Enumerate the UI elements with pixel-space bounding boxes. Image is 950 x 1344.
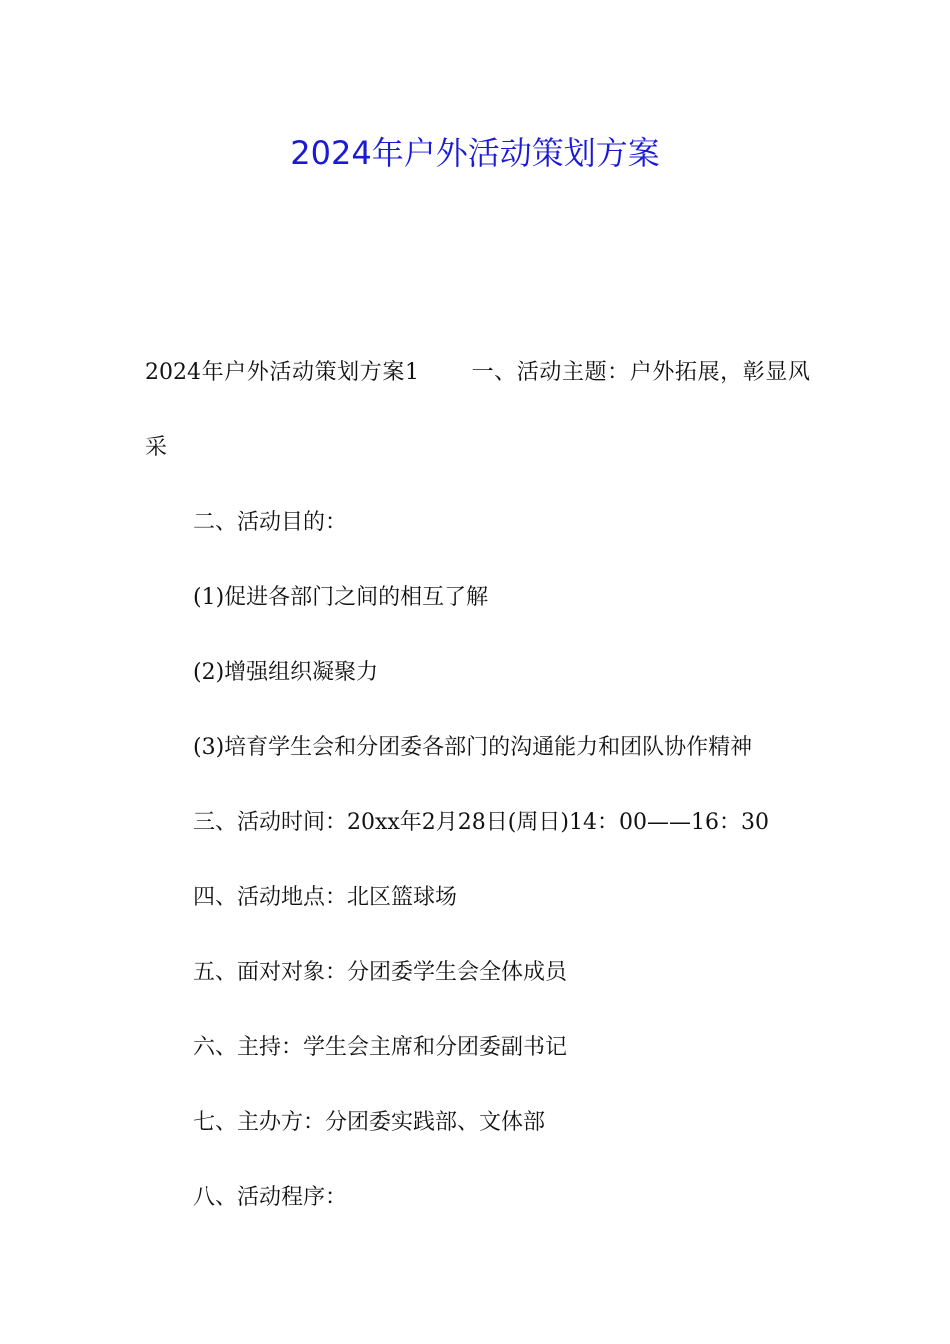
paragraph-purpose-1: (1)促进各部门之间的相互了解 [193,585,489,610]
paragraph-purpose-3: (3)培育学生会和分团委各部门的沟通能力和团队协作精神 [193,735,753,760]
paragraph-location: 四、活动地点：北区篮球场 [193,885,458,910]
page-title: 2024年户外活动策划方案 [290,134,660,172]
intro-paragraph [145,335,810,485]
intro-text: 一、活动主题：户外拓展，彰显风采 [145,360,810,460]
paragraph-audience: 五、面对对象：分团委学生会全体成员 [193,960,568,985]
paragraph-host: 六、主持：学生会主席和分团委副书记 [193,1035,568,1060]
paragraph-procedure: 八、活动程序： [193,1185,348,1210]
intro-heading: 2024年户外活动策划方案1 [145,360,419,385]
paragraph-purpose-heading: 二、活动目的： [193,510,348,535]
paragraph-organizer: 七、主办方：分团委实践部、文体部 [193,1110,546,1135]
paragraph-time: 三、活动时间：20xx年2月28日(周日)14：00——16：30 [193,810,769,835]
paragraph-purpose-2: (2)增强组织凝聚力 [193,660,379,685]
document-body [145,335,810,1235]
